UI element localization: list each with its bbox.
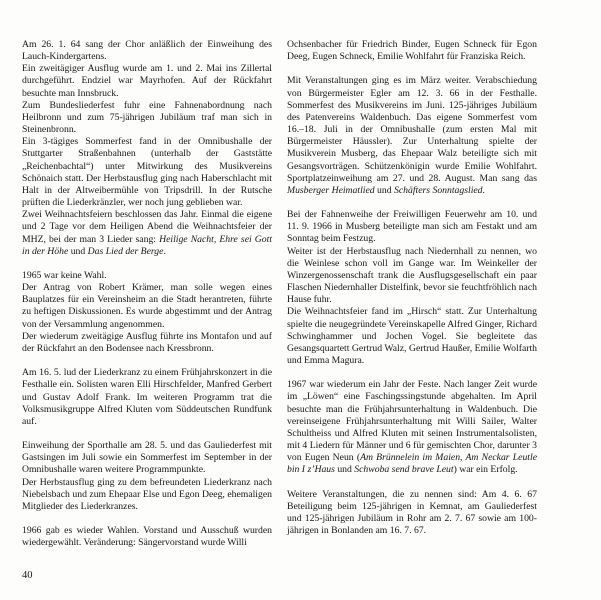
- paragraph: [287, 39, 537, 63]
- page-number: 40: [22, 570, 33, 581]
- body-text: Ein 3-tägiges Sommerfest fand in der Omnibushalle der Stuttgarter Straßenbahnen (unterhalb der Gaststätte „Reichenbachtal“) unter Mitwirkung des Musikvereins Schönaich statt. Der Herbstausflug ging nach Haberschlacht mit Halt in der Altweibermühle von Tripsdrill. In der Rutsche prüften die Liederkränzler, wer noch jung geblieben war.: [22, 136, 272, 209]
- body-text: Zum Bundesliederfest fuhr eine Fahnenabordnung nach Heilbronn und zum 75-jährigen Jubiläum traf man sich in Steinenbronn.: [22, 99, 272, 136]
- paragraph: [22, 367, 272, 428]
- body-text: Mit Veranstaltungen ging es im März weiter. Verabschiedung von Bürgermeister Egler am 12. 3. 66 in der Festhalle. Sommerfest des Musikvereins im Juni. 125-jähriges Jubiläum des Patenvereins Waldenbuch. Das eigene Sommerfest vom 16.–18. Juli in der Omnibushalle (zum ersten Mal mit Bürgermeister Häussler). Zur Unterhaltung spielte der Musikverein Musberg, das Ehepaar Walz beteiligte sich mit Gesangsvorträgen. Schützenkönigin wurde Emilie Wohlfahrt. Sportplatzeinweihung am 27. und 28. August. Man sang das: [287, 75, 537, 184]
- body-text: Weiter ist der Herbstausflug nach Niedernhall zu nennen, wo die Weinlese schon voll im Gange war. Im Weinkeller der Winzergenossenschaft trank die Ausflugsgesellschaft ein paar Flaschen Niedernhaller Distelfink, bevor sie feuchtfröhlich nach Hause fuhr.: [287, 245, 537, 306]
- body-text: 1965 war keine Wahl.: [22, 269, 107, 281]
- song-title-text: Am Brünnelein im Maien, Am Neckar Leutle bin I z’Haus: [287, 452, 537, 476]
- song-title-text: Schäfters Sonntagslied: [394, 184, 483, 196]
- body-text: Einweihung der Sporthalle am 28. 5. und das Gauliederfest mit Gastsingen im Juli sowie ein Sommerfest im September in der Omnibushalle waren weitere Programmpunkte.: [22, 440, 272, 476]
- paragraph: [287, 379, 537, 476]
- body-text: Die Weihnachtsfeier fand im „Hirsch“ statt. Zur Unterhaltung spielte die neugegründete Vereinskapelle Alfred Ginger, Richard Schwinghammer und Jochen Vogel. Sie begleitete das Gesangsquartett Gertrud Walz, Gertrud Haußer, Emilie Wolfarth und Emma Magura.: [287, 306, 537, 367]
- paragraph: [287, 306, 537, 367]
- paragraph: [22, 270, 272, 282]
- song-title-text: Das Lied der Berge: [87, 245, 164, 257]
- paragraph: [22, 136, 272, 209]
- song-title-text: Schwoba send brave Leut: [354, 464, 454, 476]
- paragraph: [22, 209, 272, 258]
- paragraph: [22, 525, 272, 549]
- text-columns: [22, 39, 537, 550]
- paragraph: [22, 282, 272, 331]
- body-text: .: [482, 184, 485, 196]
- paragraph: [287, 75, 537, 197]
- body-text: Ein zweitägiger Ausflug wurde am 1. und 2. Mai ins Zillertal durchgeführt. Endziel war Mayrhofen. Auf der Rückfahrt besuchte man Innsbruck.: [22, 63, 272, 99]
- body-text: und: [68, 245, 88, 257]
- body-text: 1967 war wiederum ein Jahr der Feste. Nach langer Zeit wurde im „Löwen“ eine Faschingssingstunde abgehalten. Im April besuchte man die Frühjahrsunterhaltung in Waldenbuch. Die vereinseigene Frühjahrsunterhaltung mit Willi Sailer, Walter Schultheiss und Alfred Kluten mit seinen Instrumentalsolisten, mit 4 Liedern für Männer und 6 für gemischten Chor, darunter 3 von Eugen Neun (: [287, 379, 537, 464]
- song-title-text: Heilige Nacht, Ehre sei Gott in der Höhe: [22, 233, 273, 257]
- body-text: und: [334, 464, 355, 476]
- body-text: Der Antrag von Robert Krämer, man solle wegen eines Bauplatzes für ein Vereinsheim an die Stadt herantreten, führte zu heftigen Diskussionen. Es wurde abgestimmt und der Antrag von der Versammlung angenommen.: [22, 282, 272, 330]
- body-text: Zwei Weihnachtsfeiern beschlossen das Jahr. Einmal die eigene und 2 Tage vor dem Heiligen Abend die Weihnachtsfeier der MHZ, bei der man 3 Lieder sang:: [22, 209, 272, 245]
- paragraph: [22, 63, 272, 99]
- body-text: Am 16. 5. lud der Liederkranz zu einem Frühjahrskonzert in die Festhalle ein. Solisten waren Elli Hirschfelder, Manfred Gerbert und Gustav Adolf Frank. Im weiteren Programm trat die Volksmusikgruppe Alfred Kluten vom Süddeutschen Rundfunk auf.: [22, 367, 272, 427]
- body-text: Bei der Fahnenweihe der Freiwilligen Feuerwehr am 10. und 11. 9. 1966 in Musberg beteiligte man sich am Festakt und am Sonntag beim Festzug.: [287, 209, 537, 245]
- paragraph: [22, 331, 272, 355]
- body-text: Weitere Veranstaltungen, die zu nennen sind: Am 4. 6. 67 Beteiligung beim 125-jährigen in Kemnat, am Gauliederfest und 125-jährigen Jubiläum in Rohr am 2. 7. 67 sowie am 100-jährigen in Bonlanden am 16. 7. 67.: [287, 488, 537, 537]
- paragraph: [287, 489, 537, 538]
- body-text: Am 26. 1. 64 sang der Chor anläßlich der Einweihung des Lauch-Kindergartens.: [22, 39, 272, 63]
- body-text: Der wiederum zweitägige Ausflug führte ins Montafon und auf der Rückfahrt an den Bodensee nach Kressbronn.: [22, 330, 272, 354]
- right-column: [287, 39, 537, 550]
- body-text: ) war ein Erfolg.: [453, 464, 518, 476]
- paragraph: [22, 39, 272, 63]
- body-text: 1966 gab es wieder Wahlen. Vorstand und Ausschuß wurden wiedergewählt. Veränderung: Sängervorstand wurde Willi: [22, 525, 272, 549]
- paragraph: [22, 440, 272, 476]
- left-column: [22, 39, 272, 550]
- body-text: und: [374, 184, 394, 196]
- paragraph: [22, 100, 272, 136]
- paragraph: [22, 477, 272, 513]
- paragraph: [287, 246, 537, 307]
- body-text: Ochsenbacher für Friedrich Binder, Eugen Schneck für Egon Deeg, Eugen Schneck, Emilie Wohlfahrt für Franziska Reich.: [287, 39, 537, 63]
- body-text: .: [163, 245, 166, 257]
- song-title-text: Musberger Heimatlied: [287, 184, 375, 196]
- body-text: Der Herbstausflug ging zu dem befreundeten Liederkranz nach Niebelsbach und zum Ehepaar Else und Egon Deeg, ehemaligen Mitglieder des Liederkranzes.: [22, 476, 272, 512]
- paragraph: [287, 209, 537, 245]
